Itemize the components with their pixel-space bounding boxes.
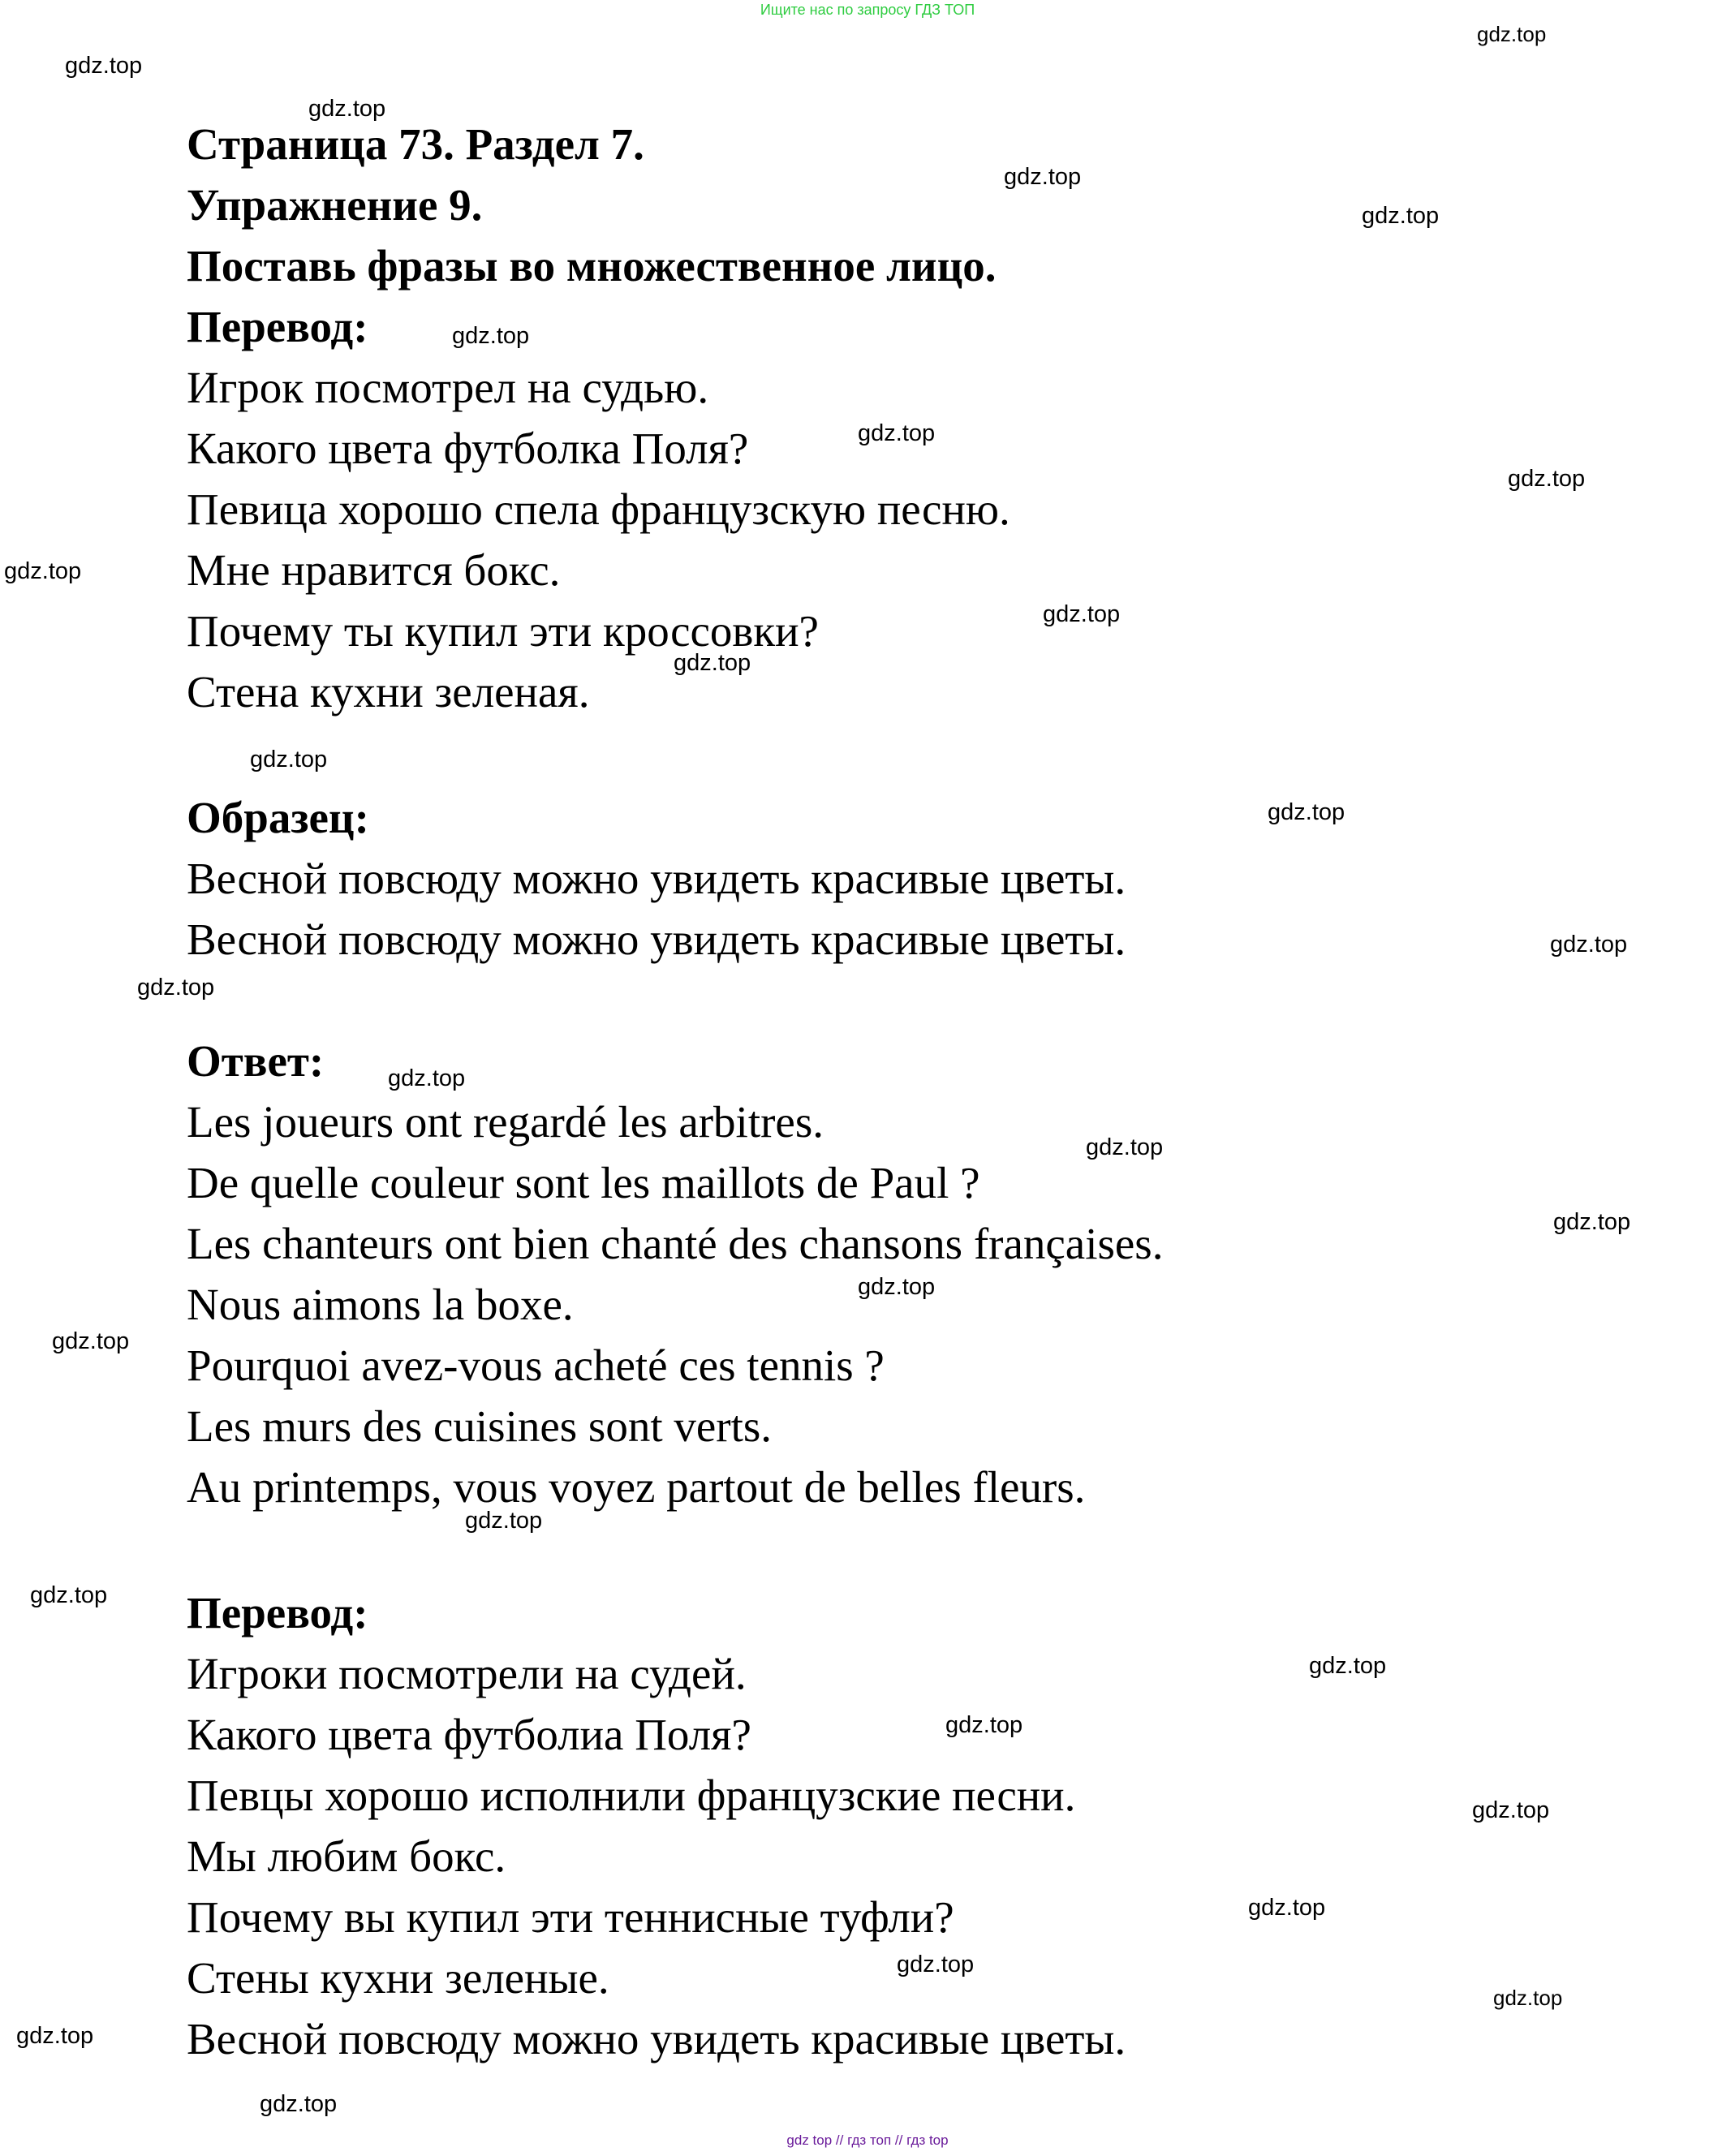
answer-line: Les chanteurs ont bien chanté des chansons françaises. [187,1219,1164,1268]
translation-task-line: Почему ты купил эти кроссовки? [187,606,819,656]
footer-links: gdz top // гдз топ // гдз top [786,2132,949,2148]
watermark: gdz.top [674,650,751,676]
watermark: gdz.top [1508,466,1586,492]
watermark: gdz.top [1472,1797,1550,1823]
translation-answer-line: Мы любим бокс. [187,1831,506,1881]
watermark: gdz.top [1493,1986,1563,2010]
translation-task-line: Стена кухни зеленая. [187,667,590,717]
sample-heading: Образец: [187,793,369,842]
watermark: gdz.top [1477,22,1547,46]
answer-line: Au printemps, vous voyez partout de belles fleurs. [187,1462,1086,1512]
watermark: gdz.top [1362,203,1440,229]
translation-answer-line: Певцы хорошо исполнили французские песни. [187,1771,1076,1820]
watermark: gdz.top [1268,799,1345,825]
search-banner: Ищите нас по запросу ГДЗ ТОП [760,2,975,18]
watermark: gdz.top [945,1712,1023,1738]
translation-answer-line: Весной повсюду можно увидеть красивые цветы. [187,2014,1126,2063]
watermark: gdz.top [452,323,530,349]
watermark: gdz.top [858,1274,936,1300]
watermark: gdz.top [1309,1653,1387,1679]
watermark: gdz.top [1004,164,1082,190]
translation-answer-line: Какого цвета футболиа Поля? [187,1710,751,1759]
translation-task-line: Мне нравится бокс. [187,545,561,595]
watermark: gdz.top [4,558,82,584]
watermark: gdz.top [260,2091,338,2117]
sample-line: Весной повсюду можно увидеть красивые цветы. [187,854,1126,903]
task-instruction: Поставь фразы во множественное лицо. [187,241,997,290]
translation-answer-heading: Перевод: [187,1588,368,1637]
translation-task-line: Игрок посмотрел на судью. [187,363,709,412]
watermark: gdz.top [137,975,215,1001]
answer-line: De quelle couleur sont les maillots de Paul ? [187,1158,980,1207]
translation-answer-line: Почему вы купил эти теннисные туфли? [187,1892,954,1942]
answer-line: Nous aimons la boxe. [187,1280,574,1329]
watermark: gdz.top [308,96,386,122]
watermark: gdz.top [1043,601,1121,627]
watermark: gdz.top [1553,1209,1631,1235]
answer-line: Pourquoi avez-vous acheté ces tennis ? [187,1341,885,1390]
translation-answer-line: Стены кухни зеленые. [187,1953,609,2003]
watermark: gdz.top [897,1952,975,1977]
watermark: gdz.top [1086,1134,1164,1160]
watermark: gdz.top [30,1582,108,1608]
watermark: gdz.top [388,1065,466,1091]
watermark: gdz.top [16,2023,94,2049]
watermark: gdz.top [65,53,143,79]
translation-answer-line: Игроки посмотрели на судей. [187,1649,747,1698]
watermark: gdz.top [1550,932,1628,958]
answer-line: Les murs des cuisines sont verts. [187,1401,773,1451]
watermark: gdz.top [1248,1895,1326,1921]
watermark: gdz.top [465,1508,543,1534]
answer-line: Les joueurs ont regardé les arbitres. [187,1097,824,1147]
answer-heading: Ответ: [187,1036,325,1086]
translation-task-line: Певица хорошо спела французскую песню. [187,484,1010,534]
sample-line: Весной повсюду можно увидеть красивые цветы. [187,914,1126,964]
page-title: Страница 73. Раздел 7. [187,119,644,169]
translation-task-line: Какого цвета футболка Поля? [187,424,749,473]
watermark: gdz.top [250,747,328,772]
exercise-number: Упражнение 9. [187,180,483,230]
translation-task-heading: Перевод: [187,302,368,351]
watermark: gdz.top [858,420,936,446]
watermark: gdz.top [52,1328,130,1354]
